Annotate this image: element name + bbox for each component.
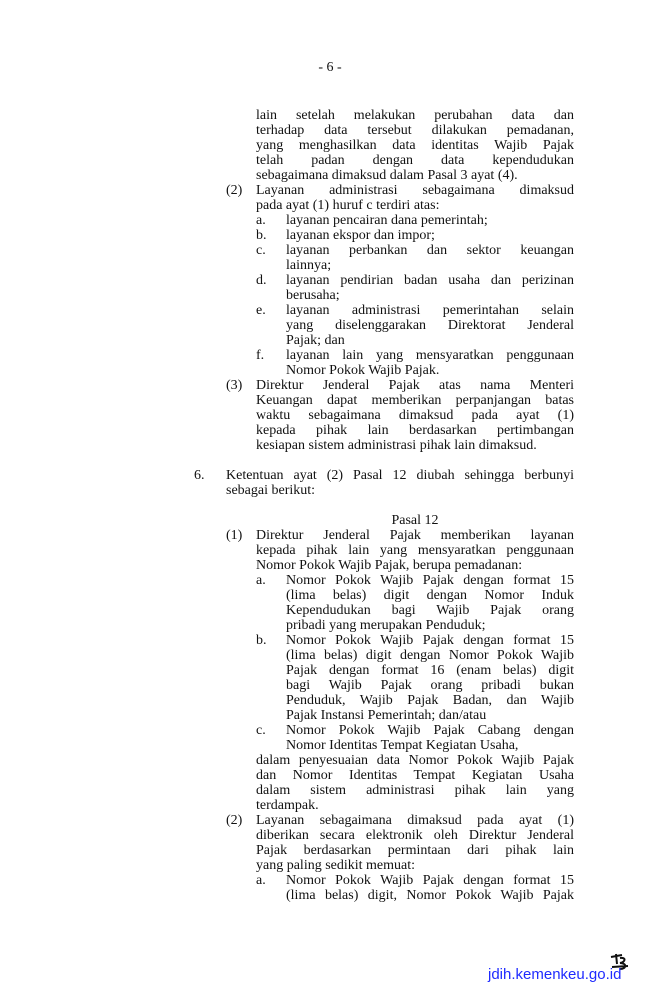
text-line: dan Nomor Identitas Tempat Kegiatan Usaha <box>256 768 574 783</box>
text-line: Nomor Pokok Wajib Pajak dengan format 15 <box>286 633 574 648</box>
list-item-letter: a. <box>256 873 266 888</box>
text-line: Pajak; dan <box>286 333 345 348</box>
text-line: diberikan secara elektronik oleh Direktur Jenderal <box>256 828 574 843</box>
text-line: Nomor Pokok Wajib Pajak dengan format 15 <box>286 873 574 888</box>
list-item-letter: c. <box>256 243 266 258</box>
text-line: berusaha; <box>286 288 340 303</box>
list-item-letter: d. <box>256 273 267 288</box>
list-item-letter: f. <box>256 348 265 363</box>
text-line: layanan administrasi pemerintahan selain <box>286 303 574 318</box>
text-line: Layanan administrasi sebagaimana dimaksud <box>256 183 574 198</box>
text-line: Direktur Jenderal Pajak atas nama Menteri <box>256 378 574 393</box>
text-line: terdampak. <box>256 798 319 813</box>
text-line: dalam sistem administrasi pihak lain yang <box>256 783 574 798</box>
ayat-number: (1) <box>226 528 243 543</box>
text-line: Nomor Pokok Wajib Pajak. <box>286 363 440 378</box>
text-line: layanan pencairan dana pemerintah; <box>286 213 488 228</box>
text-line: lainnya; <box>286 258 332 273</box>
text-line: layanan lain yang mensyaratkan penggunaan <box>286 348 574 363</box>
text-line: Pajak dengan format 16 (enam belas) digit <box>286 663 574 678</box>
text-line: (lima belas) digit dengan Nomor Induk <box>286 588 574 603</box>
text-line: terhadap data tersebut dilakukan pemadanan, <box>256 123 574 138</box>
text-line: Layanan sebagaimana dimaksud pada ayat (1) <box>256 813 574 828</box>
list-item-letter: a. <box>256 213 266 228</box>
text-line: Direktur Jenderal Pajak memberikan layanan <box>256 528 574 543</box>
text-line: (lima belas) digit dengan Nomor Pokok Wajib <box>286 648 574 663</box>
text-line: lain setelah melakukan perubahan data dan <box>256 108 574 123</box>
text-line: (lima belas) digit, Nomor Pokok Wajib Pajak <box>286 888 574 903</box>
text-line: kepada pihak lain yang mensyaratkan penggunaan <box>256 543 574 558</box>
text-line: Nomor Pokok Wajib Pajak dengan format 15 <box>286 573 574 588</box>
text-line: yang diselenggarakan Direktorat Jenderal <box>286 318 574 333</box>
text-line: Penduduk, Wajib Pajak Badan, dan Wajib <box>286 693 574 708</box>
list-item-letter: a. <box>256 573 266 588</box>
item-number: 6. <box>194 468 205 483</box>
list-item-letter: c. <box>256 723 266 738</box>
text-line: telah padan dengan data kependudukan <box>256 153 574 168</box>
jdih-watermark-link[interactable]: jdih.kemenkeu.go.id <box>488 966 622 983</box>
text-line: waktu sebagaimana dimaksud pada ayat (1) <box>256 408 574 423</box>
text-line: Pajak Instansi Pemerintah; dan/atau <box>286 708 487 723</box>
text-line: layanan pendirian badan usaha dan perizinan <box>286 273 574 288</box>
text-line: layanan ekspor dan impor; <box>286 228 435 243</box>
text-line: layanan perbankan dan sektor keuangan <box>286 243 574 258</box>
ayat-number: (2) <box>226 813 243 828</box>
page-number: - 6 - <box>318 60 342 75</box>
text-line: yang menghasilkan data identitas Wajib Pajak <box>256 138 574 153</box>
text-line: Keuangan dapat memberikan perpanjangan batas <box>256 393 574 408</box>
ayat-number: (2) <box>226 183 243 198</box>
text-line: Nomor Pokok Wajib Pajak Cabang dengan <box>286 723 574 738</box>
text-line: pada ayat (1) huruf c terdiri atas: <box>256 198 440 213</box>
text-line: kesiapan sistem administrasi pihak lain dimaksud. <box>256 438 537 453</box>
text-line: Nomor Pokok Wajib Pajak, berupa pemadanan: <box>256 558 523 573</box>
text-line: dalam penyesuaian data Nomor Pokok Wajib Pajak <box>256 753 574 768</box>
text-line: bagi Wajib Pajak orang pribadi bukan <box>286 678 574 693</box>
list-item-letter: e. <box>256 303 266 318</box>
ayat-number: (3) <box>226 378 243 393</box>
text-line: Ketentuan ayat (2) Pasal 12 diubah sehingga berbunyi <box>226 468 574 483</box>
text-line: kepada pihak lain berdasarkan pertimbangan <box>256 423 574 438</box>
list-item-letter: b. <box>256 228 267 243</box>
text-line: Kependudukan bagi Wajib Pajak orang <box>286 603 574 618</box>
text-line: Nomor Identitas Tempat Kegiatan Usaha, <box>286 738 519 753</box>
text-line: sebagaimana dimaksud dalam Pasal 3 ayat (4). <box>256 168 518 183</box>
list-item-letter: b. <box>256 633 267 648</box>
pasal-heading: Pasal 12 <box>391 513 439 528</box>
text-line: pribadi yang merupakan Penduduk; <box>286 618 486 633</box>
text-line: Pajak berdasarkan permintaan dari pihak lain <box>256 843 574 858</box>
text-line: sebagai berikut: <box>226 483 316 498</box>
text-line: yang paling sedikit memuat: <box>256 858 416 873</box>
